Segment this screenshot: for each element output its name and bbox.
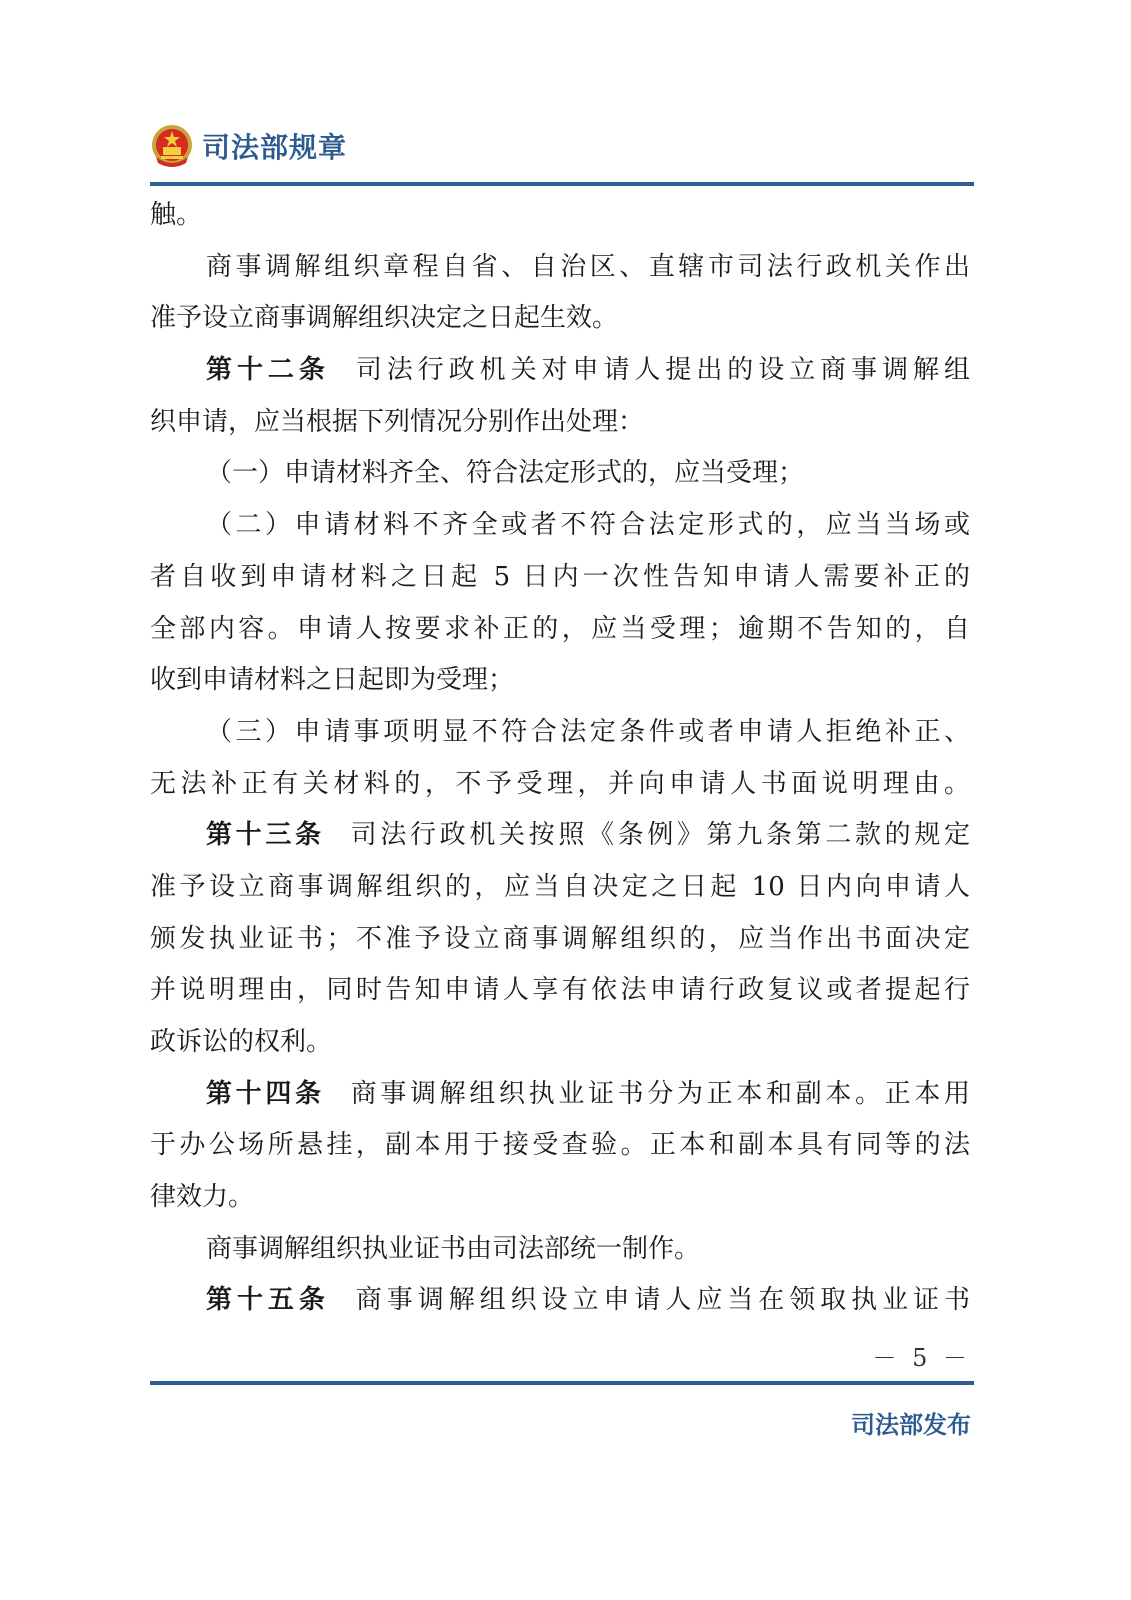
text-line: 于办公场所悬挂，副本用于接受查验。正本和副本具有同等的法 — [150, 1130, 970, 1161]
header-divider — [150, 182, 974, 186]
article-line — [150, 1275, 970, 1327]
text-span: 商事调解组织执业证书分为正本和副本。正本用 — [350, 1078, 970, 1109]
text-line: 者自收到申请材料之日起 5 日内一次性告知申请人需要补正的 — [150, 561, 970, 592]
text-line: 政诉讼的权利。 — [150, 1027, 333, 1057]
text-line: 颁发执业证书；不准予设立商事调解组织的，应当作出书面决定 — [150, 923, 970, 954]
article-line — [150, 1069, 970, 1121]
footer-label: 司法部发布 — [851, 1411, 971, 1439]
article-heading: 第十三条 — [206, 820, 325, 851]
text-line: 并说明理由，同时告知申请人享有依法申请行政复议或者提起行 — [150, 975, 970, 1006]
national-emblem-icon — [150, 123, 194, 169]
text-line: 律效力。 — [150, 1182, 255, 1213]
page-header — [150, 118, 347, 174]
document-body — [150, 190, 970, 1327]
text-line: （一）申请材料齐全、符合法定形式的，应当受理； — [206, 458, 805, 489]
text-line: （二）申请材料不齐全或者不符合法定形式的，应当当场或 — [206, 510, 970, 541]
page-number: － 5 － — [872, 1344, 971, 1372]
footer-divider — [150, 1381, 974, 1385]
article-heading: 第十四条 — [206, 1078, 325, 1109]
article-heading: 第十五条 — [206, 1285, 330, 1316]
text-line: 商事调解组织执业证书由司法部统一制作。 — [206, 1233, 701, 1264]
text-line: 无法补正有关材料的，不予受理，并向申请人书面说明理由。 — [150, 768, 970, 799]
text-line: 织申请，应当根据下列情况分别作出处理： — [150, 406, 645, 437]
text-line: 准予设立商事调解组织决定之日起生效。 — [150, 303, 619, 334]
header-title: 司法部规章 — [202, 131, 348, 164]
text-line: 收到申请材料之日起即为受理； — [150, 665, 515, 696]
article-line — [150, 345, 970, 397]
text-span: 商事调解组织设立申请人应当在领取执业证书 — [355, 1285, 970, 1316]
text-span: 司法行政机关对申请人提出的设立商事调解组 — [355, 355, 970, 386]
article-line — [150, 810, 970, 862]
text-line: 全部内容。申请人按要求补正的，应当受理；逾期不告知的，自 — [150, 613, 970, 644]
text-line: 准予设立商事调解组织的，应当自决定之日起 10 日内向申请人 — [150, 871, 970, 902]
text-line: 触。 — [150, 200, 203, 230]
article-heading: 第十二条 — [206, 355, 330, 386]
text-line: （三）申请事项明显不符合法定条件或者申请人拒绝补正、 — [206, 716, 970, 747]
text-line: 商事调解组织章程自省、自治区、直辖市司法行政机关作出 — [206, 251, 970, 282]
text-span: 司法行政机关按照《条例》第九条第二款的规定 — [350, 820, 970, 851]
